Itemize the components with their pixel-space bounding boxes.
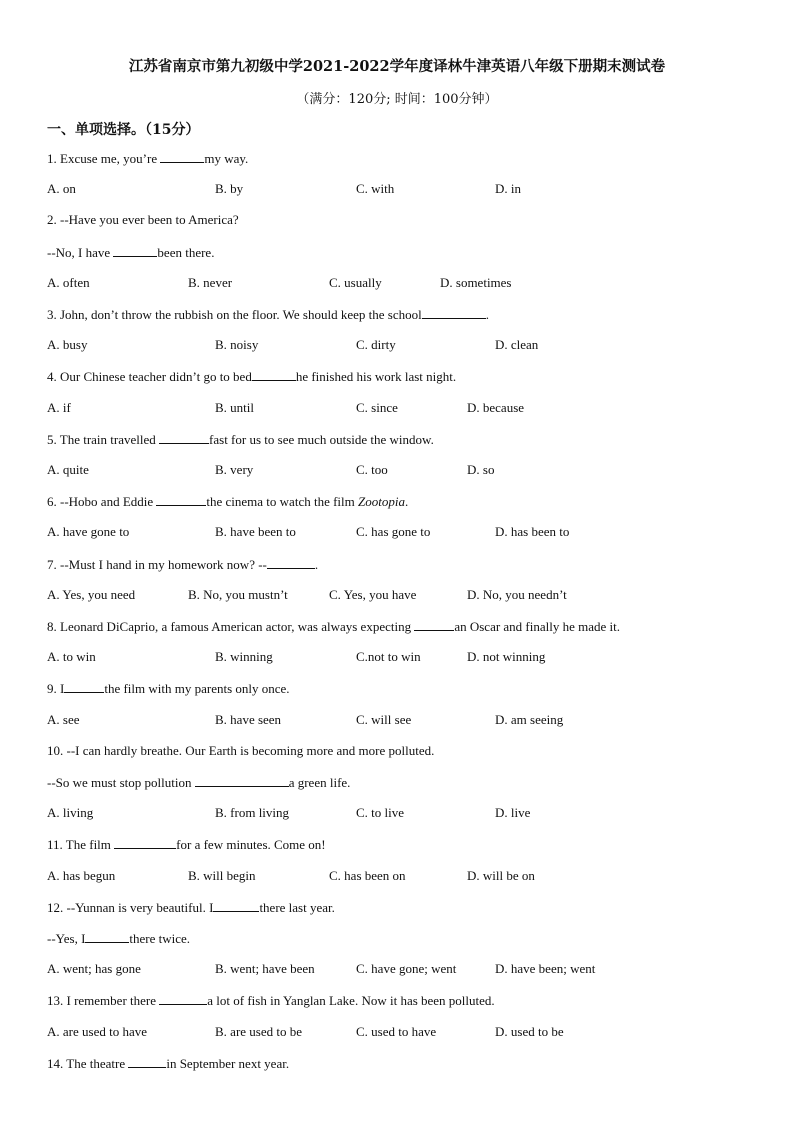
answer-option[interactable]: D. have been; went [495,961,596,977]
section-heading: 一、单项选择。（15分） [47,122,200,138]
answer-option[interactable]: D. because [467,399,525,415]
answer-option[interactable]: B. by [215,181,244,197]
question-text-part: an Oscar and finally he made it. [454,619,621,634]
question-text-part: in September next year. [166,1055,290,1071]
question-text [47,930,190,947]
answer-option[interactable]: D. has been to [495,524,570,540]
answer-option[interactable]: D. No, you needn’t [467,586,567,602]
answer-option[interactable]: B. have been to [215,524,296,540]
question-text-part: 13. I remember there [47,993,160,1009]
answer-option[interactable]: A. quite [47,462,89,477]
question-text-part: for a few minutes. Come on! [176,837,326,853]
answer-option[interactable]: A. living [47,805,94,821]
question-text-part: my way. [204,151,249,166]
answer-option[interactable]: C. has been on [329,867,406,883]
question-text-part: been there. [157,244,215,260]
question-text [47,493,408,510]
answer-blank[interactable] [422,306,486,319]
answer-option[interactable]: C. to live [356,805,405,821]
question-text [47,899,335,916]
answer-option[interactable]: C. will see [356,711,412,727]
question-text-part: 14. The theatre [47,1055,129,1071]
answer-blank[interactable] [64,680,104,693]
answer-option[interactable]: A. on [47,181,76,197]
answer-option[interactable]: A. went; has gone [47,961,141,977]
answer-option[interactable]: C. have gone; went [356,961,457,977]
question-text [47,618,620,635]
answer-option[interactable]: C. usually [329,274,382,290]
question-text-part: 1. Excuse me, you’re [47,151,161,166]
answer-option[interactable]: B. are used to be [215,1023,303,1039]
question-text-part: 12. --Yunnan is very beautiful. I [47,899,214,915]
answer-blank[interactable] [156,493,206,506]
answer-blank[interactable] [195,774,289,787]
question-text-part: 2. --Have you ever been to America? [47,212,239,228]
question-text-part: . [485,307,489,322]
question-text-part: --So we must stop pollution [47,775,195,790]
answer-option[interactable]: D. clean [495,337,539,353]
answer-option[interactable]: C.not to win [356,649,421,665]
question-text [47,368,456,385]
question-text [47,774,350,791]
answer-option[interactable]: D. sometimes [440,274,512,290]
question-text [47,992,495,1009]
answer-option[interactable]: A. to win [47,649,96,665]
question-text-part: a lot of fish in Yanglan Lake. Now it has been polluted. [207,993,495,1009]
answer-option[interactable]: D. so [467,462,495,477]
answer-option[interactable]: C. with [356,181,395,197]
question-text-part: 9. I [47,681,65,697]
answer-option[interactable]: D. am seeing [495,711,564,727]
question-text-part: 5. The train travelled [47,431,160,447]
answer-blank[interactable] [114,836,176,849]
question-text-part: . [404,494,409,510]
question-text [47,743,434,759]
answer-blank[interactable] [128,1055,166,1068]
answer-option[interactable]: C. since [356,399,398,415]
answer-option[interactable]: A. see [47,711,80,727]
answer-option[interactable]: D. not winning [467,649,546,665]
answer-option[interactable]: A. often [47,274,90,290]
answer-option[interactable]: D. live [495,805,531,821]
answer-option[interactable]: C. has gone to [356,524,431,540]
question-text [47,556,318,573]
question-text [47,836,326,853]
question-text [47,150,248,167]
answer-option[interactable]: C. Yes, you have [329,586,417,602]
question-text-part: there last year. [259,899,335,915]
answer-option[interactable]: A. Yes, you need [47,586,136,602]
question-text-part: a green life. [288,775,351,790]
question-text [47,244,214,261]
question-text [47,680,290,697]
question-text [47,1055,289,1072]
question-text-part: there twice. [129,931,191,946]
question-text-part: the cinema to watch the film [206,494,359,510]
answer-option[interactable]: C. too [356,462,388,477]
answer-option[interactable]: B. went; have been [215,961,315,977]
answer-option[interactable]: C. dirty [356,337,396,353]
answer-option[interactable]: B. never [188,274,233,290]
answer-blank[interactable] [85,930,129,943]
question-text-part: 10. --I can hardly breathe. Our Earth is becoming more and more polluted. [47,742,435,758]
answer-blank[interactable] [267,556,315,569]
answer-option[interactable]: B. winning [215,649,273,665]
question-text-part: 8. Leonard DiCaprio, a famous American actor, was always expecting [47,619,415,634]
answer-option[interactable]: D. will be on [467,867,535,883]
question-text-part: he finished his work last night. [295,369,457,385]
answer-option[interactable]: D. used to be [495,1023,564,1039]
answer-option[interactable]: A. busy [47,337,88,353]
question-text-part: --Yes, I [47,931,86,946]
answer-option[interactable]: A. has begun [47,867,116,883]
answer-blank[interactable] [252,368,296,381]
question-text-part: fast for us to see much outside the window. [209,431,434,447]
question-text [47,431,434,448]
answer-blank[interactable] [159,992,207,1005]
answer-option[interactable]: B. will begin [188,867,256,883]
question-text-part: 3. John, don’t throw the rubbish on the floor. We should keep the school [47,307,422,322]
question-text-part: 11. The film [47,837,115,853]
answer-option[interactable]: B. noisy [215,337,259,353]
question-text-part: 7. --Must I hand in my homework now? -- [47,556,267,572]
answer-blank[interactable] [414,618,454,631]
answer-option[interactable]: B. have seen [215,711,282,727]
question-text [47,212,239,228]
answer-option[interactable]: A. if [47,399,71,415]
question-text-part: 4. Our Chinese teacher didn’t go to bed [47,369,252,385]
exam-subtitle: （满分：120分; 时间：100分钟） [296,92,498,107]
question-text-part: the film with my parents only once. [104,681,290,697]
answer-blank[interactable] [113,244,157,257]
answer-option[interactable]: B. very [215,462,254,477]
answer-option[interactable]: D. in [495,181,521,197]
answer-option[interactable]: B. until [215,399,255,415]
answer-blank[interactable] [213,899,259,912]
question-text-part: --No, I have [47,244,114,260]
question-text-part: 6. --Hobo and Eddie [47,494,157,510]
answer-blank[interactable] [160,150,204,163]
question-text [47,306,489,323]
question-text-part: . [314,556,319,572]
answer-option[interactable]: A. have gone to [47,524,130,540]
answer-blank[interactable] [159,431,209,444]
page-title: 江苏省南京市第九初级中学2021-2022学年度译林牛津英语八年级下册期末测试卷 [128,58,666,75]
answer-option[interactable]: C. used to have [356,1023,437,1039]
answer-option[interactable]: B. No, you mustn’t [188,586,288,602]
answer-option[interactable]: A. are used to have [47,1023,147,1039]
answer-option[interactable]: B. from living [215,805,290,821]
film-title: Zootopia [358,494,405,510]
